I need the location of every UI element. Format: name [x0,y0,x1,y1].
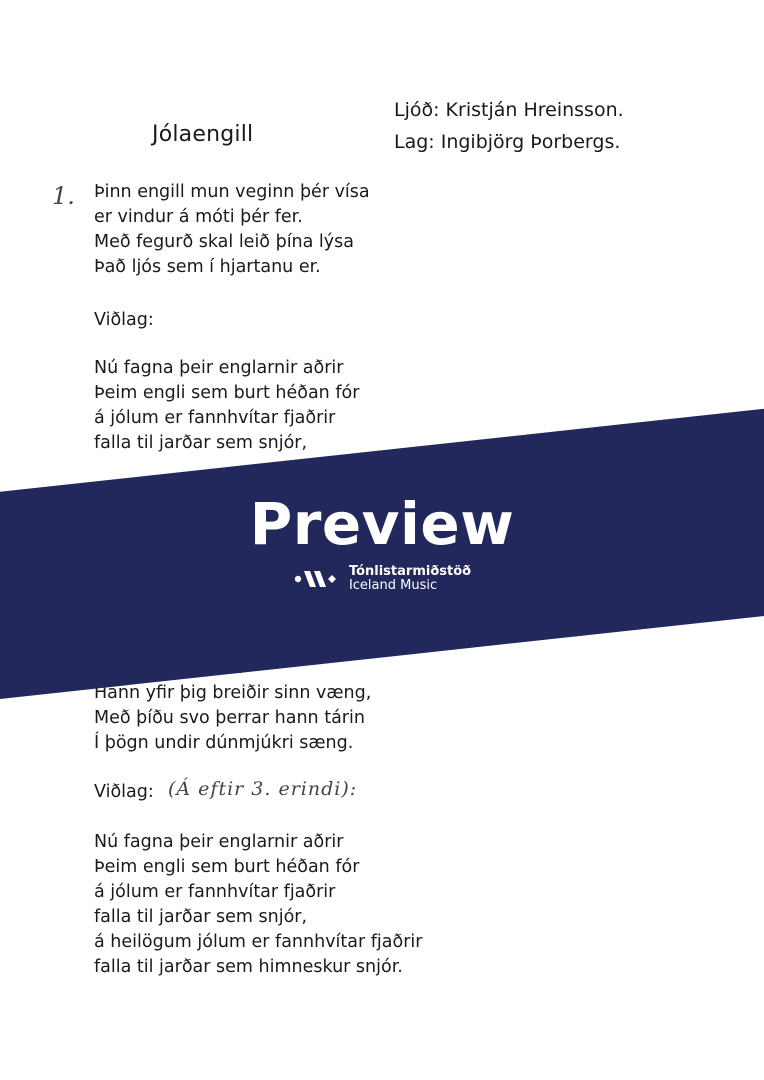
lyric-line: á jólum er fannhvítar fjaðrir [94,882,336,902]
lyric-line: Nú fagna þeir englarnir aðrir [94,358,344,378]
refrain-1 [94,356,359,456]
iceland-music-logo [293,565,471,593]
verse-1 [94,180,370,280]
lyric-line: Það ljós sem í hjartanu er. [94,257,321,277]
lyric-line: Í þögn undir dúnmjúkri sæng. [94,733,354,753]
handwritten-verse-number: 1. [52,182,75,210]
lyricist-credit: Ljóð: Kristján Hreinsson. [394,99,624,121]
refrain-2 [94,830,422,980]
refrain-label-2: Viðlag: [94,782,154,802]
lyric-line: Þinn engill mun veginn þér vísa [94,182,370,202]
lyric-line: falla til jarðar sem himneskur snjór. [94,957,403,977]
credits [394,94,624,158]
lyric-line: Hann yfir þig breiðir sinn væng, [94,683,372,703]
lyric-line: Með fegurð skal leið þína lýsa [94,232,354,252]
preview-text: Preview [249,490,515,558]
lyric-line: er vindur á móti þér fer. [94,207,303,227]
lyric-line: falla til jarðar sem snjór, [94,433,308,453]
lyric-line: Með þíðu svo þerrar hann tárin [94,708,365,728]
logo-wordmark [349,565,471,593]
lyric-line: Nú fagna þeir englarnir aðrir [94,832,344,852]
lyric-line: á heilögum jólum er fannhvítar fjaðrir [94,932,423,952]
org-name-en: Iceland Music [348,578,438,593]
lyric-line: Þeim engli sem burt héðan fór [94,383,360,403]
lyric-line: falla til jarðar sem snjór, [94,907,308,927]
preview-watermark [0,490,764,595]
lyric-line: Þeim engli sem burt héðan fór [94,857,360,877]
refrain-label: Viðlag: [94,310,154,330]
composer-credit: Lag: Ingibjörg Þorbergs. [394,131,621,153]
org-name-is: Tónlistarmiðstöð [348,564,472,579]
lyric-line: á jólum er fannhvítar fjaðrir [94,408,336,428]
song-title: Jólaengill [152,122,254,147]
iceland-music-logo-icon [293,567,339,591]
handwritten-refrain-note: (Á eftir 3. erindi): [168,778,358,800]
